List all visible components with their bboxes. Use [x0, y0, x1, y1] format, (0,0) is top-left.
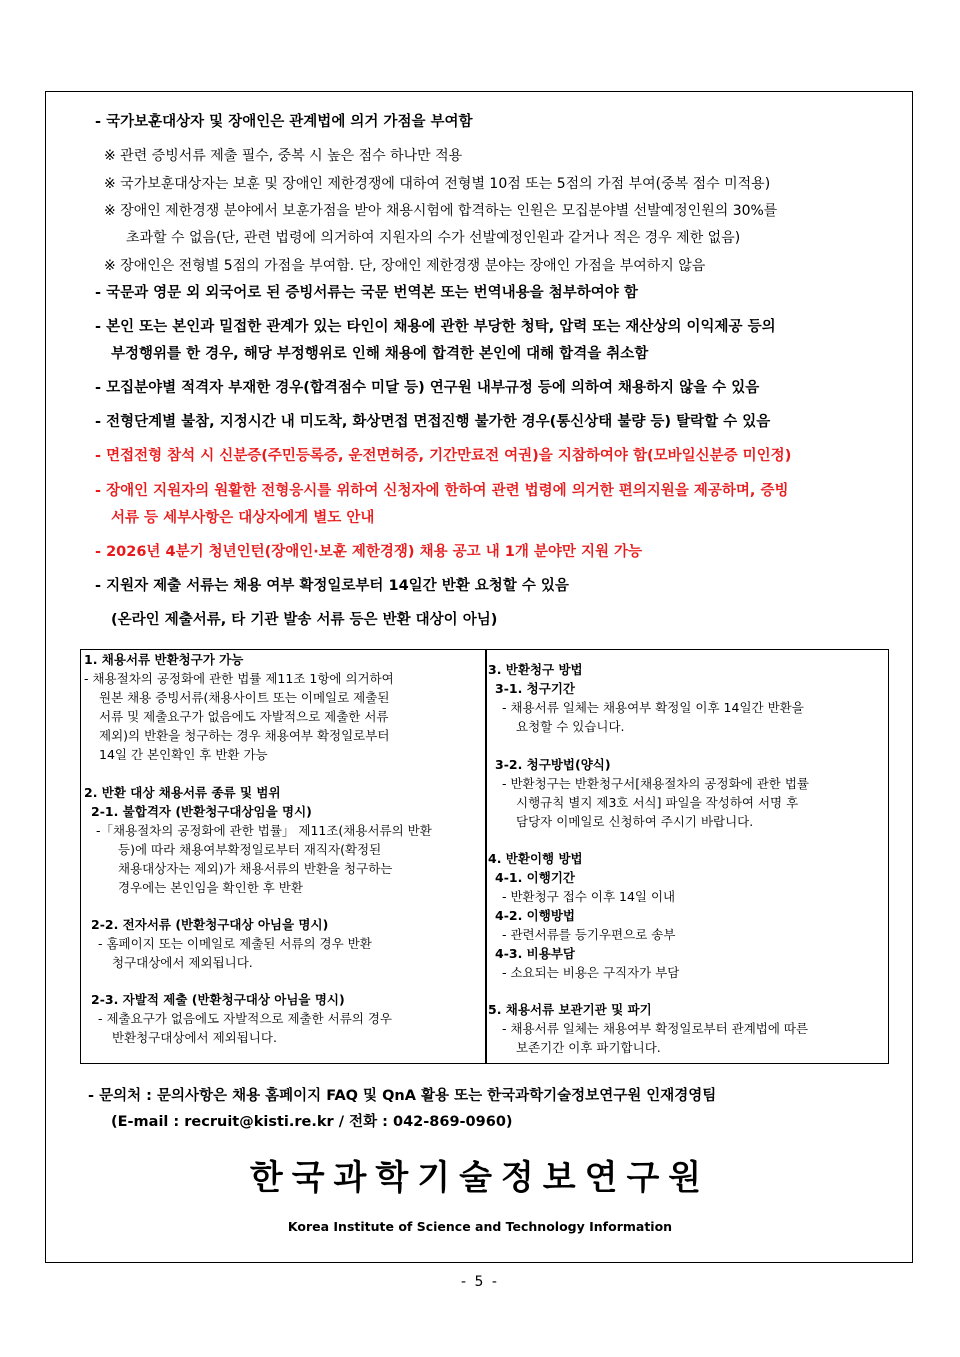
bullet-disqualify: - 전형단계별 불참, 지정시간 내 미도착, 화상면접 면접진행 불가한 경우(통신상태 불량 등) 탈락할 수 있음 — [95, 414, 771, 430]
note-disability-limit-cont: 초과할 수 없음(단, 관련 법령에 의거하여 지원자의 수가 선발예정인원과 같거나 적은 경우 제한 없음) — [126, 230, 741, 246]
bullet-one-field: - 2026년 4분기 청년인턴(장애인·보훈 제한경쟁) 채용 공고 내 1개 분야만 지원 가능 — [95, 544, 643, 560]
left-subheading-2-3: 2-3. 자발적 제출 (반환청구대상 아님을 명시) — [91, 992, 345, 1007]
left-heading-2: 2. 반환 대상 채용서류 종류 및 범위 — [84, 785, 281, 800]
right-heading-5: 5. 채용서류 보관기관 및 파기 — [488, 1002, 652, 1017]
bullet-return-exception: (온라인 제출서류, 타 기관 발송 서류 등은 반환 대상이 아님) — [111, 612, 498, 628]
left-subheading-2-2: 2-2. 전자서류 (반환청구대상 아님을 명시) — [91, 917, 329, 932]
left-text: - 채용절차의 공정화에 관한 법률 제11조 1항에 의거하여 — [84, 671, 394, 686]
left-text: 원본 채용 증빙서류(채용사이트 또는 이메일로 제출된 — [99, 690, 390, 705]
right-text: 보존기간 이후 파기합니다. — [516, 1040, 661, 1055]
left-text: 14일 간 본인확인 후 반환 가능 — [99, 747, 268, 762]
right-text: 요청할 수 있습니다. — [516, 719, 625, 734]
left-subheading-2-1: 2-1. 불합격자 (반환청구대상임을 명시) — [91, 804, 312, 819]
left-heading-1: 1. 채용서류 반환청구가 가능 — [84, 652, 244, 667]
bullet-translation: - 국문과 영문 외 외국어로 된 증빙서류는 국문 번역본 또는 번역내용을 첨부하여야 함 — [95, 285, 638, 301]
note-veteran-points: ※ 국가보훈대상자는 보훈 및 장애인 제한경쟁에 대하여 전형별 10점 또는 5점의 가점 부여(중복 점수 미적용) — [104, 176, 771, 192]
right-text: 시행규칙 별지 제3호 서식] 파일을 작성하여 서명 후 — [516, 795, 799, 810]
left-text: 등)에 따라 채용여부확정일로부터 재직자(확정된 — [118, 842, 382, 857]
left-text: 반환청구대상에서 제외됩니다. — [112, 1030, 277, 1045]
right-text: - 관련서류를 등기우편으로 송부 — [502, 927, 676, 942]
right-text: - 채용서류 일체는 채용여부 확정일로부터 관계법에 따른 — [502, 1021, 809, 1036]
page-number: - 5 - — [461, 1274, 499, 1290]
box-divider — [485, 650, 487, 1063]
left-text: 청구대상에서 제외됩니다. — [112, 955, 253, 970]
bullet-misconduct: - 본인 또는 본인과 밀접한 관계가 있는 타인이 채용에 관한 부당한 청탁, 압력 또는 재산상의 이익제공 등의 — [95, 319, 776, 335]
left-text: - 홈페이지 또는 이메일로 제출된 서류의 경우 반환 — [98, 936, 372, 951]
right-text: - 소요되는 비용은 구직자가 부담 — [502, 965, 680, 980]
document-return-box — [80, 649, 889, 1064]
left-text: - 제출요구가 없음에도 자발적으로 제출한 서류의 경우 — [98, 1011, 393, 1026]
organization-name: 한국과학기술정보연구원 — [249, 1158, 711, 1198]
right-text: - 채용서류 일체는 채용여부 확정일 이후 14일간 반환을 — [502, 700, 804, 715]
left-text: 경우에는 본인임을 확인한 후 반환 — [118, 880, 303, 895]
right-heading-3: 3. 반환청구 방법 — [488, 662, 583, 677]
right-subheading-4-2: 4-2. 이행방법 — [495, 908, 575, 923]
note-disability-limit: ※ 장애인 제한경쟁 분야에서 보훈가점을 받아 채용시험에 합격하는 인원은 모집분야별 선발예정인원의 30%를 — [104, 203, 778, 219]
right-heading-4: 4. 반환이행 방법 — [488, 851, 583, 866]
right-subheading-3-2: 3-2. 청구방법(양식) — [495, 757, 611, 772]
bullet-no-hire: - 모집분야별 적격자 부재한 경우(합격점수 미달 등) 연구원 내부규정 등에 의하여 채용하지 않을 수 있음 — [95, 380, 760, 396]
left-text: 서류 및 제출요구가 없음에도 자발적으로 제출한 서류 — [99, 709, 389, 724]
bullet-id-required: - 면접전형 참석 시 신분증(주민등록증, 운전면허증, 기간만료전 여권)을 지참하여야 함(모바일신분증 미인정) — [95, 448, 792, 464]
bullet-misconduct-cont: 부정행위를 한 경우, 해당 부정행위로 인해 채용에 합격한 본인에 대해 합격을 취소함 — [111, 346, 649, 362]
right-text: 담당자 이메일로 신청하여 주시기 바랍니다. — [516, 814, 754, 829]
right-text: - 반환청구는 반환청구서[채용절차의 공정화에 관한 법률 — [502, 776, 809, 791]
contact-line: - 문의처 : 문의사항은 채용 홈페이지 FAQ 및 QnA 활용 또는 한국과학기술정보연구원 인재경영팀 — [88, 1088, 717, 1104]
right-subheading-4-3: 4-3. 비용부담 — [495, 946, 575, 961]
note-disability-points: ※ 장애인은 전형별 5점의 가점을 부여함. 단, 장애인 제한경쟁 분야는 장애인 가점을 부여하지 않음 — [104, 258, 706, 274]
right-subheading-3-1: 3-1. 청구기간 — [495, 681, 575, 696]
bullet-merit-points: - 국가보훈대상자 및 장애인은 관계법에 의거 가점을 부여함 — [95, 114, 473, 130]
bullet-disability-support-cont: 서류 등 세부사항은 대상자에게 별도 안내 — [111, 510, 375, 526]
left-text: -「채용절차의 공정화에 관한 법률」 제11조(채용서류의 반환 — [96, 823, 432, 838]
organization-name-en: Korea Institute of Science and Technology Information — [287, 1219, 673, 1234]
contact-details: (E-mail : recruit@kisti.re.kr / 전화 : 042-869-0960) — [111, 1114, 513, 1130]
left-text: 채용대상자는 제외)가 채용서류의 반환을 청구하는 — [118, 861, 393, 876]
note-proof-required: ※ 관련 증빙서류 제출 필수, 중복 시 높은 점수 하나만 적용 — [104, 148, 463, 164]
bullet-disability-support: - 장애인 지원자의 원활한 전형응시를 위하여 신청자에 한하여 관련 법령에 의거한 편의지원을 제공하며, 증빙 — [95, 483, 789, 499]
left-text: 제외)의 반환을 청구하는 경우 채용여부 확정일로부터 — [99, 728, 390, 743]
right-text: - 반환청구 접수 이후 14일 이내 — [502, 889, 676, 904]
right-subheading-4-1: 4-1. 이행기간 — [495, 870, 575, 885]
bullet-return-request: - 지원자 제출 서류는 채용 여부 확정일로부터 14일간 반환 요청할 수 있음 — [95, 578, 569, 594]
